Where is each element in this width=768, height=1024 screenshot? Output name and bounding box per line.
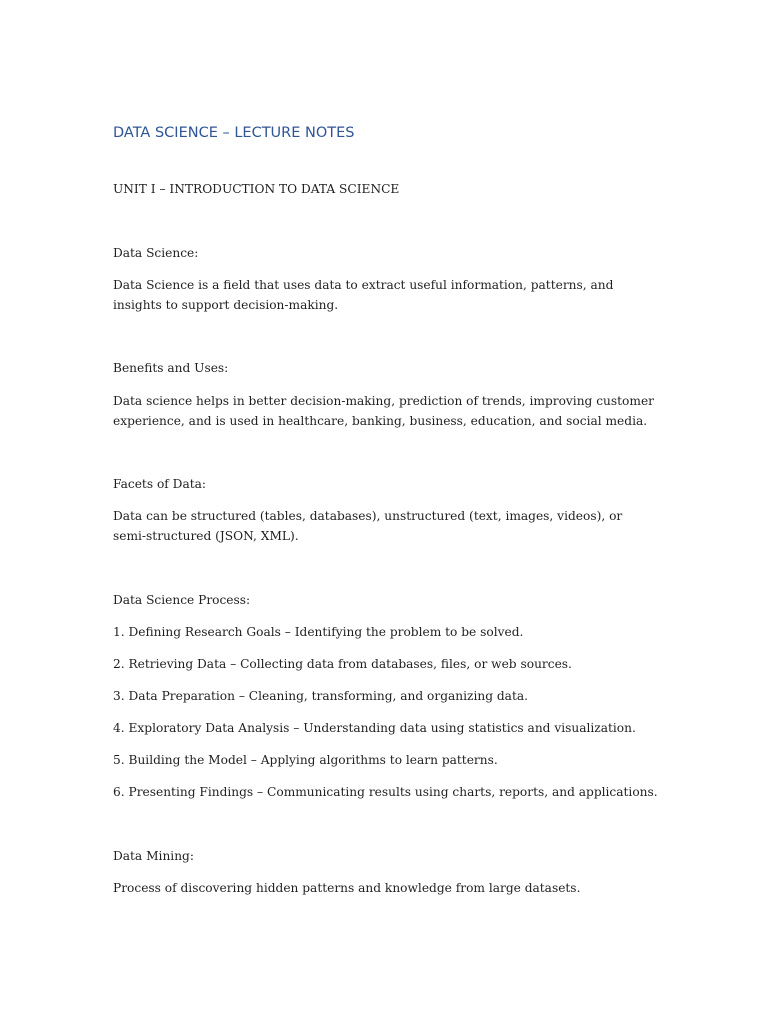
section-heading-data-mining: Data Mining: — [113, 849, 194, 863]
section-body-benefits: Data science helps in better decision-making, prediction of trends, improving customer experience, and is used in healthcare, banking, business, education, and social media. — [113, 394, 654, 428]
process-step: 3. Data Preparation – Cleaning, transforming, and organizing data. — [113, 689, 528, 703]
section-heading-benefits: Benefits and Uses: — [113, 361, 229, 375]
section-heading-process: Data Science Process: — [113, 593, 251, 607]
unit-heading: UNIT I – INTRODUCTION TO DATA SCIENCE — [113, 182, 400, 196]
section-body-facets: Data can be structured (tables, databases), unstructured (text, images, videos), or semi-structured (JSON, XML). — [113, 509, 623, 543]
process-step: 6. Presenting Findings – Communicating results using charts, reports, and applications. — [113, 785, 658, 799]
process-step: 2. Retrieving Data – Collecting data from databases, files, or web sources. — [113, 657, 572, 671]
process-step: 5. Building the Model – Applying algorithms to learn patterns. — [113, 753, 498, 767]
section-body-data-mining: Process of discovering hidden patterns and knowledge from large datasets. — [113, 881, 581, 895]
process-step: 1. Defining Research Goals – Identifying the problem to be solved. — [113, 625, 524, 639]
section-heading-data-science: Data Science: — [113, 246, 199, 260]
section-heading-facets: Facets of Data: — [113, 477, 206, 491]
process-step: 4. Exploratory Data Analysis – Understanding data using statistics and visualization. — [113, 721, 636, 735]
document-title: DATA SCIENCE – LECTURE NOTES — [113, 125, 355, 141]
section-body-data-science: Data Science is a field that uses data to extract useful information, patterns, and insights to support decision-making. — [113, 278, 614, 312]
